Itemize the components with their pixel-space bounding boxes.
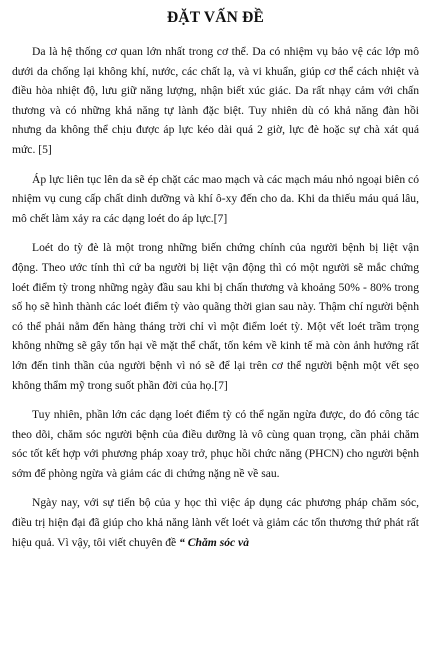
topic-title-emphasis: “ Chăm sóc và — [179, 535, 249, 549]
paragraph-skin-overview: Da là hệ thống cơ quan lớn nhất trong cơ thể. Da có nhiệm vụ bảo vệ các lớp mô dưới da chống lại không khí, nước, các chất lạ, và vi khuẩn, giúp cơ thể cách nhiệt và điều hòa nhiệt độ, lưu giữ năng lượng, nhận biết xúc giác. Da rất nhạy cảm với chấn thương và có những khả năng tự lành đặc biệt. Tuy nhiên dù có khả năng đàn hồi nhưng da không thể chịu được áp lực kéo dài quá 2 giờ, lực đè hoặc sự chà xát quá mức. [5] — [12, 45, 419, 156]
paragraph-modern-treatment — [12, 493, 419, 552]
paragraph-prevention-care: Tuy nhiên, phần lớn các dạng loét điểm tỳ có thể ngăn ngừa được, do đó công tác theo dõi, chăm sóc người bệnh của điều dưỡng là vô cùng quan trọng, cần phải chăm sóc tốt kết hợp với phương pháp xoay trở, phục hồi chức năng (PHCN) cho người bệnh sớm để phòng ngừa và giảm các di chứng nặng nề về sau. — [12, 408, 419, 480]
paragraph-pressure-effect: Áp lực liên tục lên da sẽ ép chặt các mao mạch và các mạch máu nhỏ ngoại biên có nhiệm vụ cung cấp chất dinh dưỡng và khí ô-xy đến cho da. Khi da thiếu máu quá lâu, mô chết làm xảy ra các dạng loét do áp lực.[7] — [12, 172, 419, 225]
document-title: ĐẶT VẤN ĐỀ — [166, 9, 265, 26]
paragraph-modern-treatment-text: Ngày nay, với sự tiến bộ của y học thì việc áp dụng các phương pháp chăm sóc, điều trị hiện đại đã giúp cho khả năng lành vết loét và giảm các tổn thương thứ phát rất hiệu quả. Vì vậy, tôi viết chuyên đề — [12, 496, 419, 549]
paragraph-pressure-ulcer-complication: Loét do tỳ đè là một trong những biến chứng chính của người bệnh bị liệt vận động. Theo ước tính thì cứ ba người bị liệt vận động thì có một người sẽ mắc chứng loét điểm tỳ trong những ngày đầu sau khi bị chấn thương và khoảng 50% - 80% trong số họ sẽ hình thành các loét điểm tỳ vào quãng thời gian sau này. Thậm chí người bệnh có thể phải nằm đến hàng tháng trời chỉ vì một điểm loét tỳ. Một vết loét trầm trọng không những sẽ gây tổn hại về mặt thể chất, tốn kém về kinh tế mà còn ảnh hưởng rất lớn đến tinh thần của người bệnh vì nó sẽ để lại trên cơ thể người bệnh một vết sẹo không thẩm mỹ trong suốt phần đời của họ.[7] — [12, 241, 419, 392]
